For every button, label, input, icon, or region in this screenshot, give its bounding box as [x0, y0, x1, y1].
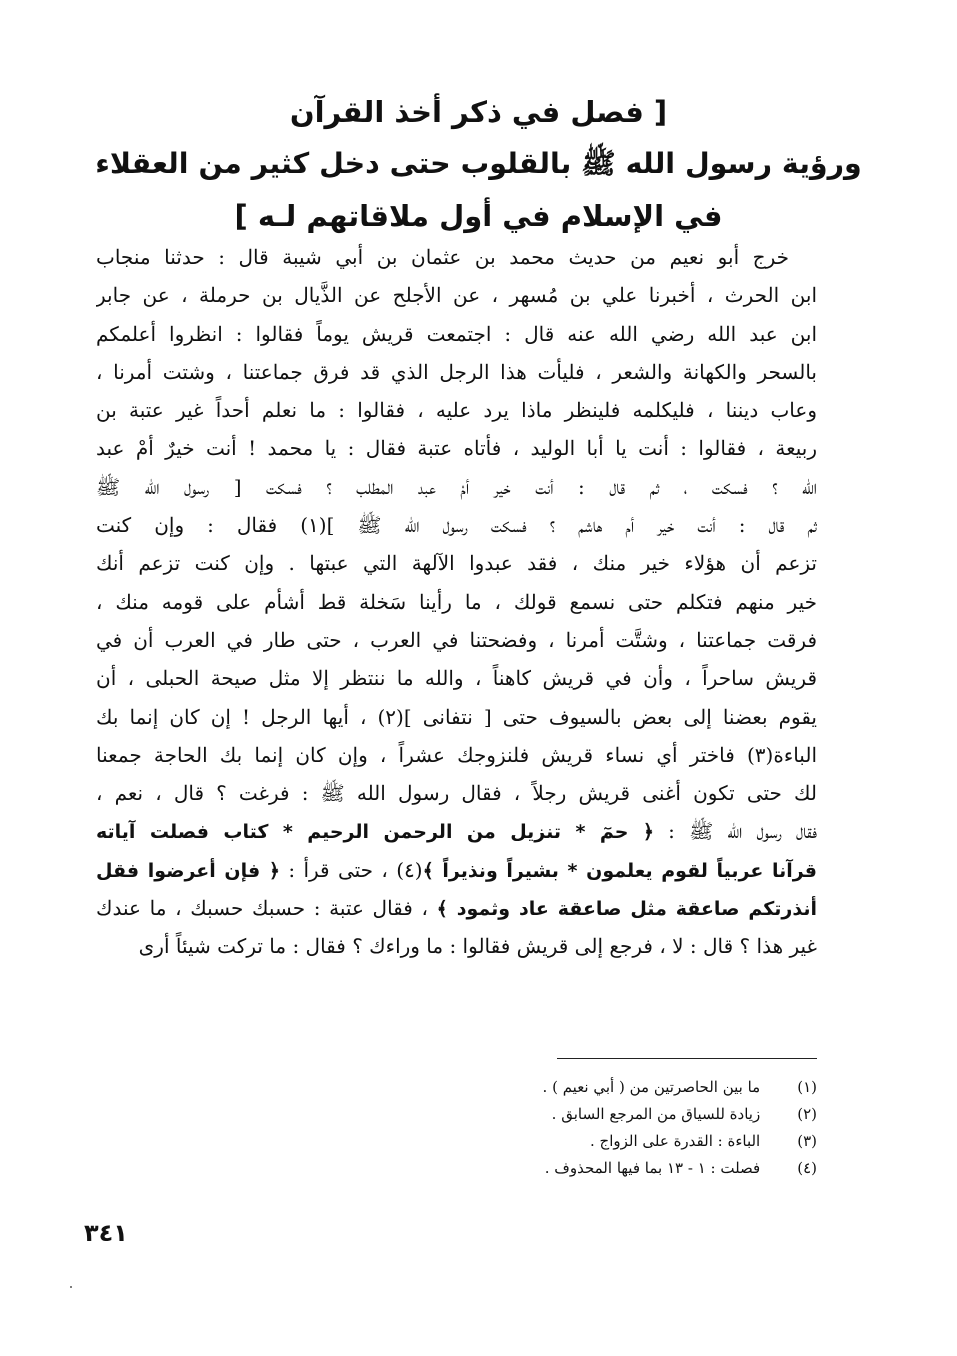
line-text: ، فقال عتبة : حسبك حسبك ، ما عندك [96, 896, 437, 921]
body-line: قريش ساحراً ، وأن في قريش كاهناً ، والله ما ننتظر إلا مثل صيحة الحبلى ، أن [96, 666, 817, 691]
heading-line-1: [ فصل في ذكر أخذ القرآن [289, 95, 668, 129]
footnote-text: زيادة للسياق من المرجع السابق . [551, 1105, 761, 1123]
body-line: تزعم أن هؤلاء خير منك ، فقد عبدوا الآلهة التي عبتها . وإن كنت تزعم أنك [96, 551, 817, 576]
quran-verse: قرآنا عربياً لقوم يعلمون * بشيراً ونذيراً ﴾ [422, 859, 817, 882]
footnote-divider [557, 1058, 817, 1059]
footnote-number: (٤) [797, 1159, 817, 1177]
footnote-text: فصلت : ١ - ١٣ بما فيها المحذوف . [544, 1159, 761, 1177]
footnote [397, 1128, 817, 1155]
body-text [96, 238, 817, 966]
footnote-text: الباءة : القدرة على الزواج . [589, 1132, 761, 1150]
page-number: ٣٤١ [84, 1219, 128, 1247]
body-line: يقوم بعضنا إلى بعض بالسيوف حتى [ نتفانى ](٢) ، أيها الرجل ! إن كان إنما بك [96, 704, 817, 729]
body-line: ابن الحرث ، أخبرنا علي بن مُسهر ، عن الأجلح عن الذَّيال بن حرملة ، عن جابر [96, 283, 817, 308]
body-line: الله ؟ فسكت ، ثم قال : أنت خير أمْ عبد المطلب ؟ فسكت [ رسول الله ﷺ [96, 474, 817, 499]
scan-speck [70, 1286, 72, 1288]
footnote [397, 1074, 817, 1101]
footnotes [397, 1074, 817, 1182]
section-heading [90, 86, 867, 242]
line-text: فقال رسول الله ﷺ : [653, 819, 817, 844]
body-line: الباءة(٣) فاختر أي نساء قريش فلنزوجك عشراً ، وإن كان إنما بك الحاجة جمعنا [96, 742, 817, 767]
body-line: بالسحر والكهانة والشعر ، فليأت هذا الرجل الذي قد فرق جماعتنا ، وشتت أمرنا ، [96, 359, 817, 384]
body-line: فرقت جماعتنا ، وشتَّت أمرنا ، وفضحتنا في العرب ، حتى طار في العرب أن في [96, 627, 817, 652]
body-line: لك حتى تكون أغنى قريش رجلاً ، فقال رسول الله ﷺ : فرغت ؟ قال ، نعم ، [96, 781, 817, 806]
line-text: (٤) ، حتى قرأ : [279, 857, 423, 882]
quran-verse: أنذرتكم صاعقة مثل صاعقة عاد وثمود ﴾ [436, 898, 817, 921]
heading-line-3: في الإسلام في أول ملاقاتهم لـه ] [234, 199, 723, 233]
footnote-number: (٣) [797, 1132, 817, 1150]
footnote-number: (١) [797, 1078, 817, 1096]
footnote-text: ما بين الحاصرتين من ( أبي نعيم ) . [542, 1078, 761, 1096]
footnote [397, 1101, 817, 1128]
footnote [397, 1155, 817, 1182]
body-line: ابن عبد الله رضي الله عنه قال : اجتمعت قريش يوماً فقالوا : انظروا أعلمكم [96, 321, 817, 346]
body-line-quran [96, 812, 817, 850]
body-line: وعاب ديننا ، فليكلمه فلينظر ماذا يرد عليه ، فقالوا : ما نعلم أحداً غير عتبة بن [96, 398, 817, 423]
quran-verse: ﴿ فإن أعرضوا فقل [96, 859, 280, 882]
quran-verse: ﴿ حمٓ * تنزيل من الرحمن الرحيم * كتاب فصلت آياته [96, 821, 654, 844]
body-line-quran [96, 851, 817, 889]
body-line-quran [96, 889, 817, 927]
footnote-number: (٢) [797, 1105, 817, 1123]
heading-line-2: ورؤية رسول الله ﷺ بالقلوب حتى دخل كثير من العقلاء [95, 147, 862, 180]
body-line: خير منهم فتكلم حتى نسمع قولك ، ما رأينا سَخلة قط أشأم على قومه منك ، [96, 589, 817, 614]
body-line: خرج أبو نعيم من حديث محمد بن عثمان بن أبي شيبة قال : حدثنا منجاب [96, 245, 789, 269]
body-line: ربيعة ، فقالوا : أنت يا أبا الوليد ، فأتاه عتبة فقال : يا محمد ! أنت خيرٌ أمْ عبد [96, 436, 817, 461]
body-line: غير هذا ؟ قال : لا ، فرجع إلى قريش فقالوا : ما وراءك ؟ فقال : ما تركت شيئاً أرى [138, 934, 817, 959]
body-line: ثم قال : أنت خير أم هاشم ؟ فسكت رسول الله ﷺ ](١) فقال : وإن كنت [96, 513, 817, 538]
